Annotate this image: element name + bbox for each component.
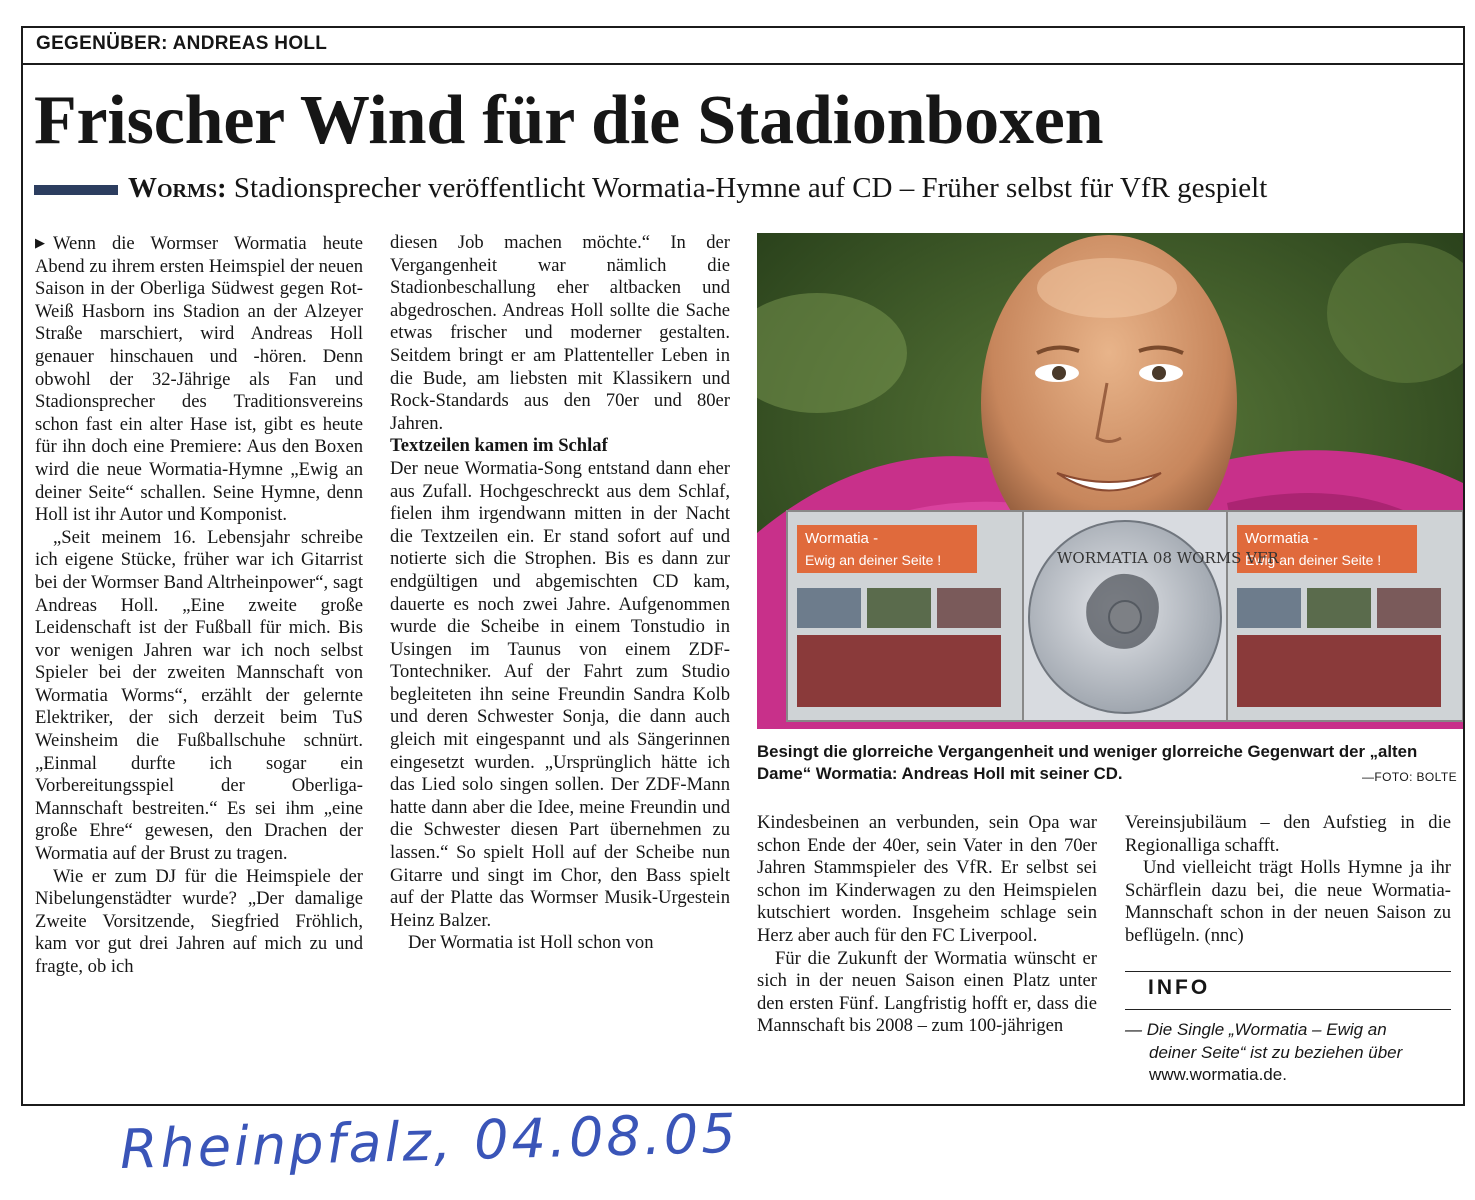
col2-subheading: Textzeilen kamen im Schlaf [390, 435, 608, 457]
info-rule-top [1125, 971, 1451, 972]
col1-paragraph-3: Wie er zum DJ für die Heimspiele der Nibelungenstädter wurde? „Der damalige Zweite Vorsitzende, Siegfried Fröhlich, kam vor gut drei Jahren auf mich zu und fragte, ob ich [35, 865, 363, 977]
col2-paragraph-1: diesen Job machen möchte.“ In der Vergangenheit war nämlich die Stadionbeschallung eher altbacken und abgedroschen. Andreas Holl sollte die Sache etwas frischer und moderner gestalten. Seitdem bringt er am Plattenteller Leben in die Bude, am liebsten mit Klassikern und Rock-Standards aus den 70er und 80er Jahren. [390, 232, 730, 434]
col3-paragraph-2: Für die Zukunft der Wormatia wünscht er sich in der neuen Saison einen Platz unter den ersten Fünf. Langfristig hofft er, dass die Mannschaft bis 2008 – zum 100-jährigen [757, 947, 1097, 1037]
info-box [1125, 1019, 1451, 1087]
cd-label-left: Wormatia - [805, 530, 879, 547]
subhead-location: Worms: [128, 172, 227, 204]
info-line-2: deiner Seite“ ist zu beziehen über [1149, 1042, 1403, 1062]
photo-illustration [757, 233, 1463, 729]
cd-subtitle-left: Ewig an deiner Seite ! [805, 552, 942, 568]
handwritten-source-note: Rheinpfalz, 04.08.05 [119, 1101, 740, 1181]
headline: Frischer Wind für die Stadionboxen [34, 82, 1104, 159]
cd-disc-text: WORMATIA 08 WORMS VFR [1057, 549, 1279, 567]
kicker-rule [22, 63, 1464, 65]
subhead-text: Stadionsprecher veröffentlicht Wormatia-Hymne auf CD – Früher selbst für VfR gespielt [233, 172, 1268, 204]
info-url: www.wormatia.de. [1149, 1065, 1287, 1084]
col2-paragraph-2: Der neue Wormatia-Song entstand dann eher aus Zufall. Hochgeschreckt aus dem Schlaf, fielen ihm irgendwann mitten in der Nacht die Textzeilen ein. Er stand sofort auf und notierte sich die Strophen. Bis es dann zur endgültigen und abgemischten CD kam, dauerte es noch zwei Jahre. Aufgenommen wurde die Scheibe in einem Tonstudio in Usingen im Taunus von einem ZDF-Tontechniker. Auf der Fahrt zum Studio begleiteten ihn seine Freundin Sandra Kolb und deren Schwester Sonja, die dann auch gleich mit eingespannt und als Sängerinnen eingesetzt wurden. „Ursprünglich hätte ich das Lied solo singen sollen. Der ZDF-Mann hatte dann aber die Idee, meine Freundin und die Schwester diesen Part übernehmen zu lassen.“ So spielt Holl auf der Scheibe nun Gitarre und singt im Chor, den Bass spielt auf der Platte das Wormser Musik-Urgestein Heinz Balzer. [390, 457, 730, 931]
column-4 [1125, 812, 1451, 948]
cd-label-right: Wormatia - [1245, 530, 1319, 547]
cd-subtitle-right: Ewig an deiner Seite ! [1245, 552, 1382, 568]
subhead-bar [34, 185, 118, 195]
col4-paragraph-1: Vereinsjubiläum – den Aufstieg in die Regionalliga schafft. [1125, 812, 1451, 856]
column-3 [757, 812, 1097, 1038]
info-title: INFO [1148, 976, 1211, 999]
info-rule-bottom [1125, 1009, 1451, 1010]
article-photo [757, 233, 1463, 729]
col2-paragraph-3: Der Wormatia ist Holl schon von [408, 932, 654, 954]
column-2 [390, 232, 730, 955]
info-line-1: — Die Single „Wormatia – Ewig an [1125, 1020, 1387, 1039]
col3-paragraph-1: Kindesbeinen an verbunden, sein Opa war schon Ende der 40er, sein Vater in den 70er Jahren Stammspieler des VfR. Er selbst sei schon im Kinderwagen zu den Heimspielen kutschiert worden. Insgeheim schlage sein Herz aber auch für den FC Liverpool. [757, 812, 1097, 946]
photo-caption: Besingt die glorreiche Vergangenheit und weniger glorreiche Gegenwart der „alten Dame“ Wormatia: Andreas Holl mit seiner CD. [757, 742, 1418, 783]
col1-paragraph-2: „Seit meinem 16. Lebensjahr schreibe ich eigene Stücke, früher war ich Gitarrist bei der Wormser Band Altrheinpower“, sagt Andreas Holl. „Eine zweite große Leidenschaft ist der Fußball für mich. Bis vor wenigen Jahren war ich noch selbst Spieler bei der zweiten Mannschaft von Wormatia Worms“, erzählt der gelernte Elektriker, der sich derzeit beim TuS Weinsheim die Fußballschuhe schnürt. „Einmal durfte ich sogar ein Vorbereitungsspiel der Oberliga-Mannschaft bestreiten.“ Es sei ihm „eine große Ehre“ gewesen, den Drachen der Wormatia auf der Brust zu tragen. [35, 526, 363, 865]
col1-paragraph-1 [35, 232, 363, 527]
subhead [128, 171, 1267, 206]
col1-p1-text: Wenn die Wormser Wormatia heute Abend zu ihrem ersten Heimspiel der neuen Saison in der Oberliga Südwest gegen Rot-Weiß Hasborn ins Stadion an der Alzeyer Straße marschiert, wird Andreas Holl genauer hinschauen und -hören. Denn obwohl der 32-Jährige als Fan und Stadionsprecher des Traditionsvereins schon fast ein alter Hase ist, gibt es heute für ihn doch eine Premiere: Aus den Boxen wird die neue Wormatia-Hymne „Ewig an deiner Seite“ schallen. Seine Hymne, denn Holl ist ihr Autor und Komponist. [35, 233, 363, 526]
col4-paragraph-2: Und vielleicht trägt Holls Hymne ja ihr Schärflein dazu bei, die neue Wormatia-Mannschaft schon in der neuen Saison zu beflügeln. (nnc) [1125, 857, 1451, 946]
column-1 [35, 232, 363, 979]
triangle-bullet-icon: ▶ [35, 235, 45, 250]
kicker: GEGENÜBER: ANDREAS HOLL [36, 33, 328, 54]
photo-credit: —FOTO: BOLTE [1361, 770, 1457, 784]
